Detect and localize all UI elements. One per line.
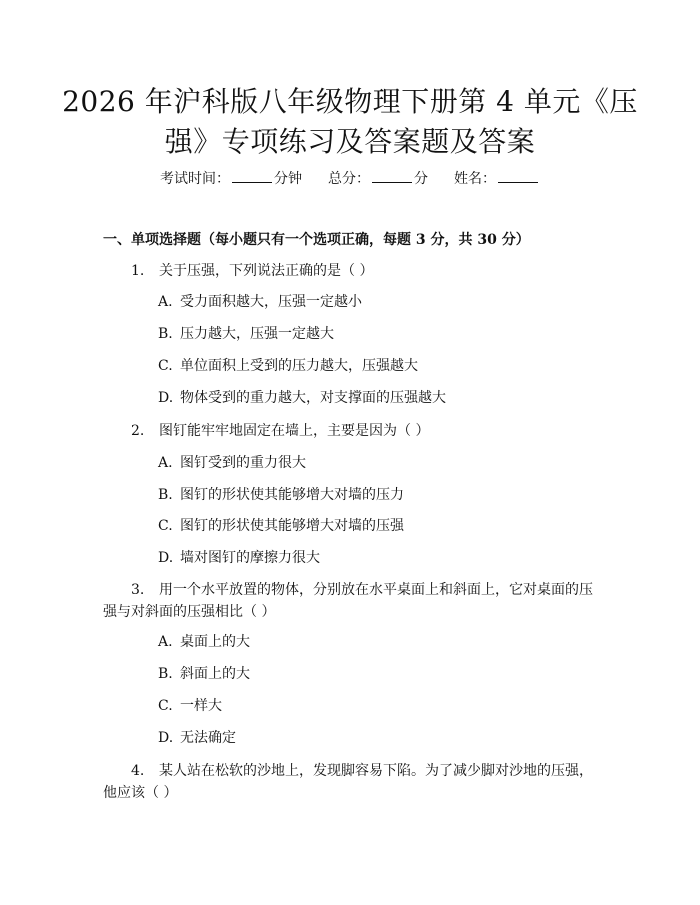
name-blank[interactable] (498, 168, 538, 183)
option-letter: A. (158, 294, 173, 310)
option[interactable] (158, 632, 250, 652)
question-text: 关于压强，下列说法正确的是（ ） (159, 263, 374, 279)
score-label: 总分： (328, 171, 370, 187)
question-stem (131, 420, 429, 442)
question-text: 某人站在松软的沙地上，发现脚容易下陷。为了减少脚对沙地的压强，他应该（ ） (103, 763, 593, 801)
score-blank[interactable] (372, 168, 412, 183)
option-text: 压力越大，压强一定越大 (180, 326, 334, 342)
option[interactable] (158, 516, 404, 536)
question-stem (131, 260, 373, 282)
option-letter: B. (158, 666, 173, 682)
option-letter: B. (158, 326, 173, 342)
time-blank[interactable] (232, 168, 272, 183)
option-letter: D. (158, 730, 174, 746)
section-heading: 一、单项选择题（每小题只有一个选项正确，每题 3 分，共 30 分） (103, 232, 530, 248)
option-letter: C. (158, 698, 173, 714)
option-letter: C. (158, 358, 173, 374)
option[interactable] (158, 453, 306, 473)
document-title: 2026 年沪科版八年级物理下册第 4 单元《压强》专项练习及答案题及答案 (62, 85, 638, 158)
option-text: 受力面积越大，压强一定越小 (180, 294, 362, 310)
option-letter: D. (158, 550, 174, 566)
score-unit: 分 (414, 171, 428, 187)
option-text: 无法确定 (180, 730, 236, 746)
question-stem (103, 579, 603, 623)
option-text: 图钉的形状使其能够增大对墙的压力 (180, 487, 404, 503)
option[interactable] (158, 292, 362, 312)
option-letter: C. (158, 518, 173, 534)
option-text: 图钉的形状使其能够增大对墙的压强 (180, 518, 404, 534)
option[interactable] (158, 696, 222, 716)
option[interactable] (158, 356, 418, 376)
option-letter: A. (158, 455, 173, 471)
option[interactable] (158, 664, 250, 684)
exam-info-line (0, 168, 700, 189)
time-label: 考试时间： (160, 171, 230, 187)
time-unit: 分钟 (274, 171, 302, 187)
option-text: 物体受到的重力越大，对支撑面的压强越大 (180, 390, 446, 406)
option-text: 图钉受到的重力很大 (180, 455, 306, 471)
question-text: 图钉能牢牢地固定在墙上，主要是因为（ ） (159, 423, 430, 439)
option-text: 斜面上的大 (180, 666, 250, 682)
option[interactable] (158, 388, 446, 408)
option-letter: A. (158, 634, 173, 650)
question-number: 1. (131, 263, 145, 279)
question-number: 2. (131, 423, 145, 439)
option-letter: D. (158, 390, 174, 406)
name-label: 姓名： (454, 171, 496, 187)
question-number: 4. (131, 763, 145, 779)
option[interactable] (158, 728, 236, 748)
option-text: 墙对图钉的摩擦力很大 (180, 550, 320, 566)
question-number: 3. (131, 582, 145, 598)
option-text: 桌面上的大 (180, 634, 250, 650)
option-text: 单位面积上受到的压力越大，压强越大 (180, 358, 418, 374)
question-text: 用一个水平放置的物体，分别放在水平桌面上和斜面上，它对桌面的压强与对斜面的压强相比（ ） (103, 582, 593, 620)
option-text: 一样大 (180, 698, 222, 714)
option[interactable] (158, 485, 404, 505)
option[interactable] (158, 548, 320, 568)
option-letter: B. (158, 487, 173, 503)
option[interactable] (158, 324, 334, 344)
question-stem (103, 760, 603, 804)
